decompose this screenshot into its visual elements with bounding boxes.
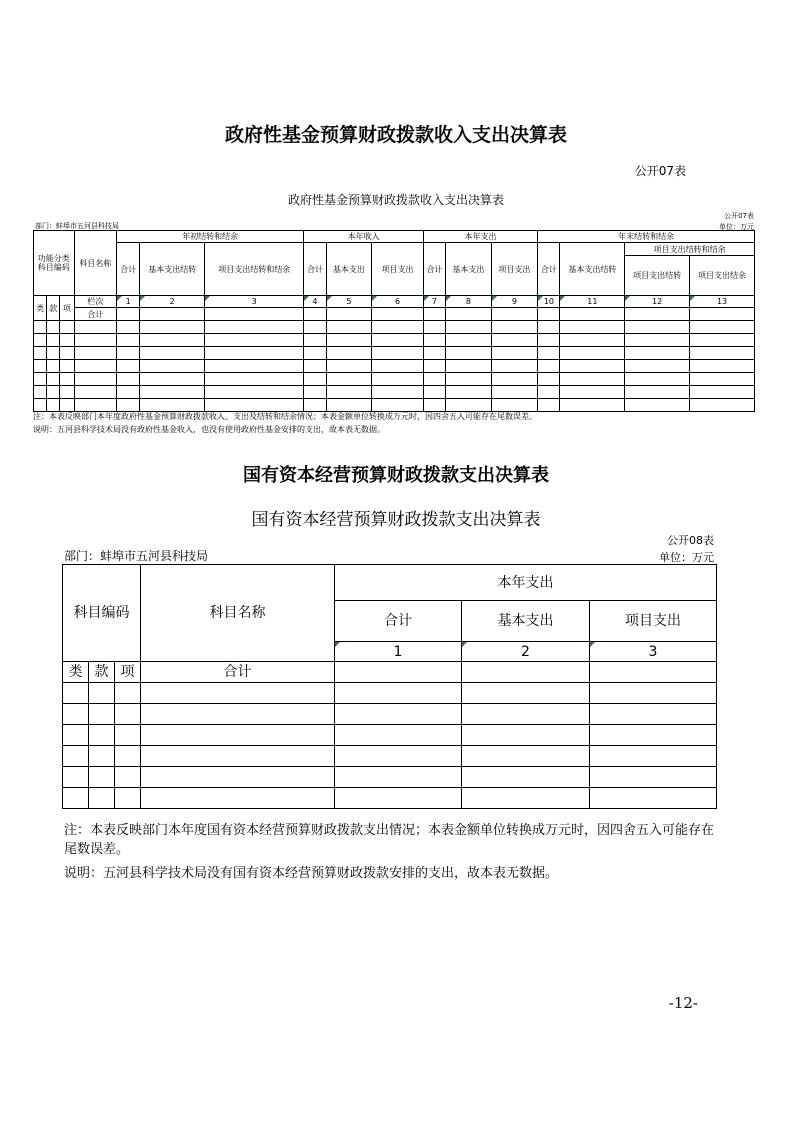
t2-colnum: 2 (462, 642, 590, 662)
t1-h-total-3: 合计 (423, 243, 445, 296)
table2-department: 部门：蚌埠市五河县科技局 (64, 549, 209, 563)
t1-header-income: 本年收入 (304, 231, 423, 243)
table-row (63, 704, 717, 725)
t1-h-total-4: 合计 (538, 243, 560, 296)
t1-h-kuan: 款 (47, 296, 60, 321)
table1-code-small: 公开07表 (724, 212, 754, 220)
t2-h-kuan: 款 (89, 662, 115, 683)
t1-colnum: 13 (690, 296, 755, 308)
t2-h-project-expense: 项目支出 (590, 601, 717, 642)
t1-h-basic-expense-2: 基本支出 (326, 243, 372, 296)
t2-h-basic-expense: 基本支出 (462, 601, 590, 642)
t1-sum-row-label: 合计 (74, 308, 117, 321)
t1-h-project-expense-3: 项目支出 (491, 243, 538, 296)
table-row (34, 347, 755, 360)
t2-header-subject-code: 科目编码 (63, 565, 141, 662)
t1-colnum: 11 (560, 296, 625, 308)
t1-colnum: 2 (140, 296, 205, 308)
t1-header-subject-name: 科目名称 (74, 231, 117, 296)
t1-h-total-2: 合计 (304, 243, 326, 296)
table1-title: 政府性基金预算财政拨款收入支出决算表 (224, 124, 567, 146)
table-row (63, 683, 717, 704)
t1-header-expense: 本年支出 (423, 231, 537, 243)
t1-h-project-expense-2: 项目支出 (372, 243, 424, 296)
page-number: -12- (668, 994, 698, 1012)
table1-department: 部门：蚌埠市五河县科技局 (35, 222, 119, 230)
t1-h-lei: 类 (34, 296, 47, 321)
table-row (34, 373, 755, 386)
t1-colnum: 6 (372, 296, 424, 308)
table1-code: 公开07表 (634, 164, 686, 178)
table2-note: 注：本表反映部门本年度国有资本经营预算财政拨款支出情况；本表金额单位转换成万元时，因四舍五入可能存在尾数误差。 (64, 823, 715, 857)
t1-h-xiang: 项 (60, 296, 74, 321)
table1-note: 注：本表反映部门本年度政府性基金预算财政拨款收入、支出及结转和结余情况；本表金额单位转换成万元时，因四舍五入可能存在尾数误差。 (33, 412, 537, 421)
t1-colnum: 1 (117, 296, 140, 308)
t2-h-lei: 类 (63, 662, 89, 683)
table-row (34, 399, 755, 412)
table1-explanation: 说明：五河县科学技术局没有政府性基金收入，也没有使用政府性基金安排的支出，故本表无数据。 (33, 425, 385, 434)
table-row (34, 334, 755, 347)
table-row (63, 746, 717, 767)
t1-colnum: 10 (538, 296, 560, 308)
table1-subtitle: 政府性基金预算财政拨款收入支出决算表 (287, 193, 504, 207)
t1-colnum: 7 (423, 296, 445, 308)
table-row (63, 725, 717, 746)
table2-title: 国有资本经营预算财政拨款支出决算表 (243, 465, 549, 486)
t1-h-basic-carryover-4: 基本支出结转 (560, 243, 625, 296)
table2-unit: 单位：万元 (659, 551, 714, 564)
t2-h-total: 合计 (335, 601, 462, 642)
t1-colnum: 4 (304, 296, 326, 308)
t1-h-project-carryover-1: 项目支出结转和结余 (205, 243, 304, 296)
t1-colnum: 3 (205, 296, 304, 308)
table1-grid (33, 230, 755, 412)
table-row (34, 321, 755, 334)
t2-colnum: 3 (590, 642, 717, 662)
table2-explanation: 说明：五河县科学技术局没有国有资本经营预算财政拨款安排的支出，故本表无数据。 (64, 866, 559, 881)
t1-h-basic-carryover-1: 基本支出结转 (140, 243, 205, 296)
table-row (34, 386, 755, 399)
table2-subtitle: 国有资本经营预算财政拨款支出决算表 (251, 510, 541, 530)
t1-header-carryover-end: 年末结转和结余 (538, 231, 755, 243)
t1-row-index-label: 栏次 (74, 296, 117, 308)
t1-header-subject-code: 功能分类科目编码 (34, 231, 75, 296)
t2-header-expense: 本年支出 (335, 565, 717, 601)
table2-grid (62, 564, 717, 809)
table-row (63, 767, 717, 788)
t1-colnum: 12 (625, 296, 690, 308)
t2-colnum: 1 (335, 642, 462, 662)
table-row (63, 788, 717, 809)
t1-header-carryover-begin: 年初结转和结余 (117, 231, 304, 243)
t1-colnum: 8 (446, 296, 492, 308)
t1-h-total-1: 合计 (117, 243, 140, 296)
t1-h-project-carryover-group: 项目支出结转和结余 (625, 243, 755, 256)
t1-h-basic-expense-3: 基本支出 (446, 243, 492, 296)
t1-h-project-surplus: 项目支出结余 (690, 256, 755, 296)
t2-sum-row-label: 合计 (141, 662, 335, 683)
t1-h-project-carry: 项目支出结转 (625, 256, 690, 296)
t1-colnum: 5 (326, 296, 372, 308)
table1-unit: 单位：万元 (719, 223, 754, 231)
t2-h-xiang: 项 (115, 662, 141, 683)
t2-header-subject-name: 科目名称 (141, 565, 335, 662)
table2-code: 公开08表 (667, 534, 714, 547)
t1-colnum: 9 (491, 296, 538, 308)
table-row (34, 360, 755, 373)
